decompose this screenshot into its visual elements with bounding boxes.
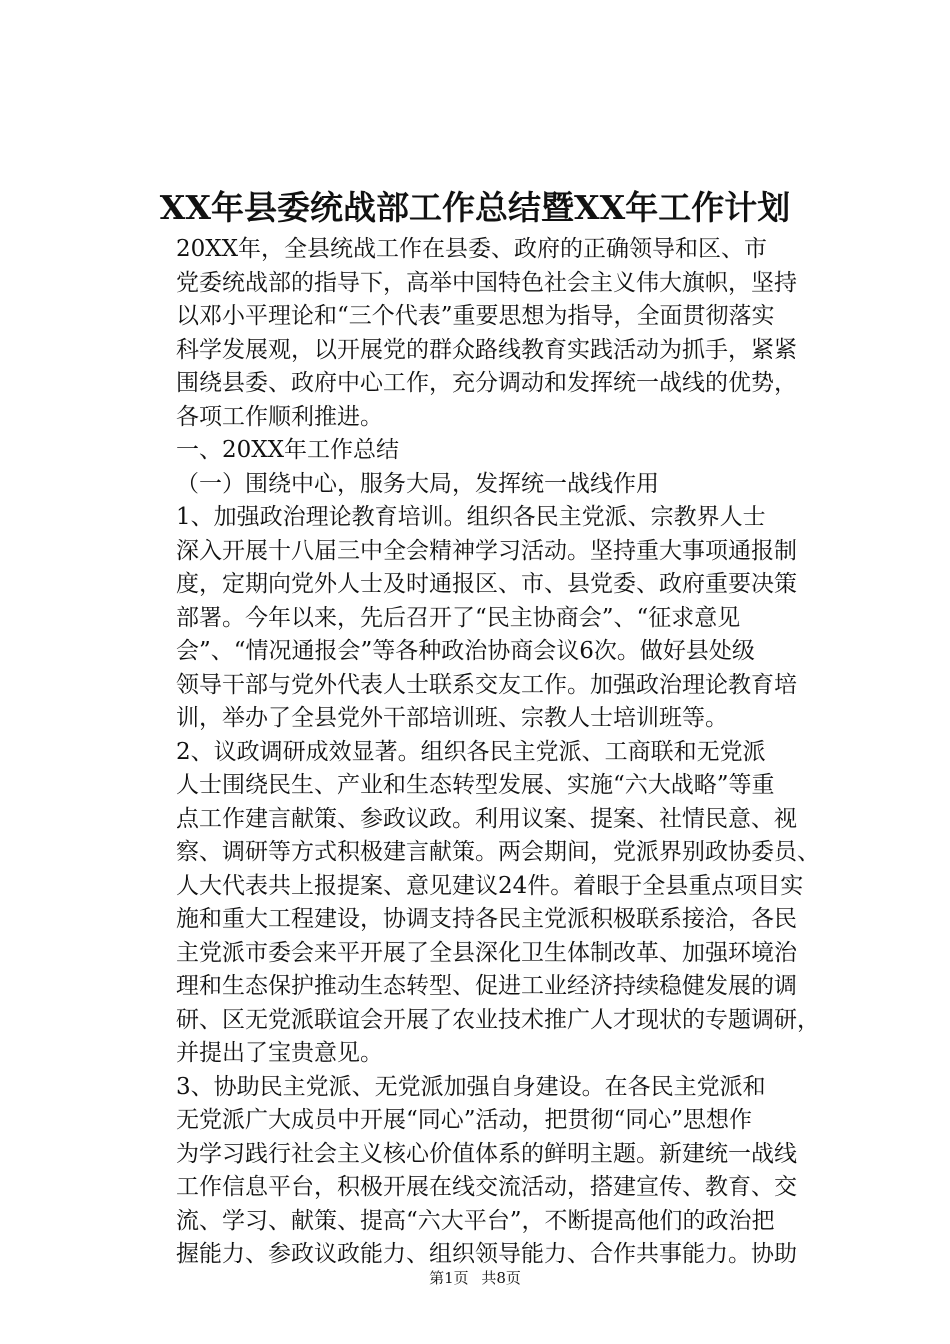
section-heading [130, 434, 830, 468]
paragraph-intro [130, 233, 830, 434]
page-total: 共8页 [481, 1269, 521, 1287]
document-title: XX年县委统战部工作总结暨XX年工作计划 [159, 188, 791, 227]
page-number: 第1页 [429, 1269, 469, 1287]
text-line: 并提出了宝贵意见。 [176, 1040, 383, 1066]
text-line: （一）围绕中心，服务大局，发挥统一战线作用 [176, 470, 659, 497]
page-footer [0, 1268, 950, 1288]
text-line: 理和生态保护推动生态转型、促进工业经济持续稳健发展的调 [176, 973, 797, 999]
document-body [130, 233, 830, 1272]
text-line: 训，举办了全县党外干部培训班、宗教人士培训班等。 [176, 705, 728, 731]
text-line: 1、加强政治理论教育培训。组织各民主党派、宗教界人士 [176, 504, 766, 530]
paragraph-item-3 [130, 1071, 830, 1272]
text-line: 以邓小平理论和“三个代表”重要思想为指导，全面贯彻落实 [176, 303, 775, 329]
text-line: 人大代表共上报提案、意见建议24件。着眼于全县重点项目实 [176, 872, 804, 899]
text-line: 会”、“情况通报会”等各种政治协商会议6次。做好县处级 [176, 638, 755, 664]
text-line: 一、20XX年工作总结 [176, 437, 400, 463]
text-line: 20XX年，全县统战工作在县委、政府的正确领导和区、市 [176, 236, 768, 262]
text-line: 察、调研等方式积极建言献策。两会期间，党派界别政协委员、 [176, 839, 820, 865]
text-line: 为学习践行社会主义核心价值体系的鲜明主题。新建统一战线 [176, 1140, 797, 1167]
text-line: 围绕县委、政府中心工作，充分调动和发挥统一战线的优势， [176, 370, 797, 396]
text-line: 人士围绕民生、产业和生态转型发展、实施“六大战略”等重 [176, 772, 775, 798]
text-line: 研、区无党派联谊会开展了农业技术推广人才现状的专题调研， [176, 1006, 820, 1033]
text-line: 工作信息平台，积极开展在线交流活动，搭建宣传、教育、交 [176, 1174, 797, 1200]
text-line: 主党派市委会来平开展了全县深化卫生体制改革、加强环境治 [176, 939, 797, 966]
text-line: 各项工作顺利推进。 [176, 403, 383, 430]
text-line: 施和重大工程建设，协调支持各民主党派积极联系接洽，各民 [176, 906, 797, 932]
text-line: 党委统战部的指导下，高举中国特色社会主义伟大旗帜，坚持 [176, 269, 797, 296]
paragraph-item-1 [130, 501, 830, 736]
text-line: 度，定期向党外人士及时通报区、市、县党委、政府重要决策 [176, 571, 797, 597]
text-line: 2、议政调研成效显著。组织各民主党派、工商联和无党派 [176, 738, 766, 765]
text-line: 无党派广大成员中开展“同心”活动，把贯彻“同心”思想作 [176, 1107, 753, 1133]
text-line: 部署。今年以来，先后召开了“民主协商会”、“征求意见 [176, 604, 741, 631]
text-line: 科学发展观，以开展党的群众路线教育实践活动为抓手，紧紧 [176, 336, 797, 363]
text-line: 3、协助民主党派、无党派加强自身建设。在各民主党派和 [176, 1073, 766, 1100]
paragraph-item-2 [130, 736, 830, 1071]
text-line: 深入开展十八届三中全会精神学习活动。坚持重大事项通报制 [176, 537, 797, 564]
text-line: 流、学习、献策、提高“六大平台”，不断提高他们的政治把 [176, 1207, 775, 1234]
text-line: 握能力、参政议政能力、组织领导能力、合作共事能力。协助 [176, 1241, 797, 1267]
text-line: 领导干部与党外代表人士联系交友工作。加强政治理论教育培 [176, 671, 797, 698]
subsection-heading [130, 468, 830, 502]
text-line: 点工作建言献策、参政议政。利用议案、提案、社情民意、视 [176, 805, 797, 832]
